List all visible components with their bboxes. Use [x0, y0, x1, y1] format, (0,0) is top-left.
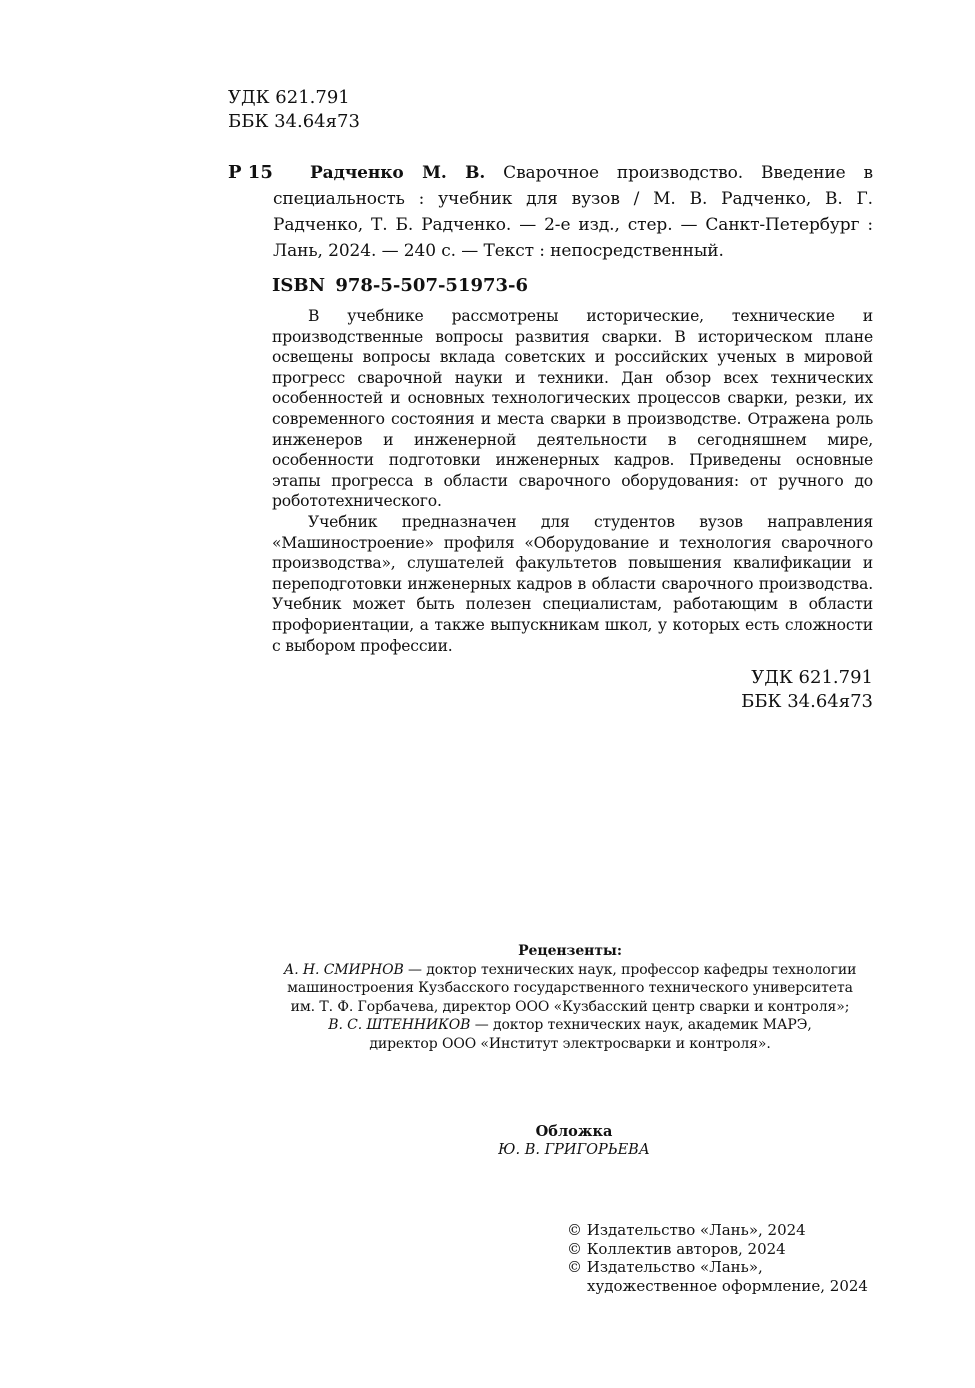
- classification-codes-bottom: [741, 666, 873, 714]
- isbn: ISBN 978-5-507-51973-6: [272, 275, 529, 296]
- copyright-line: © Издательство «Лань»,: [567, 1258, 763, 1276]
- reviewers-heading: Рецензенты:: [518, 943, 622, 959]
- copyright-line: © Коллектив авторов, 2024: [567, 1239, 786, 1258]
- udk-code: УДК 621.791: [228, 87, 350, 108]
- copyright-line: © Издательство «Лань», 2024: [567, 1221, 806, 1239]
- udk-code: УДК 621.791: [751, 667, 873, 688]
- reviewer-2: В. С. ШТЕННИКОВ — доктор технических наук, академик МАРЭ,: [328, 1017, 812, 1033]
- reviewer-name: А. Н. СМИРНОВ: [283, 961, 404, 978]
- reviewer-1-line: машиностроения Кузбасского государственного технического университета: [287, 980, 853, 996]
- copyright-block: [567, 1221, 868, 1295]
- annotation-paragraph: В учебнике рассмотрены исторические, технические и производственные вопросы развития сварки. В историческом плане освещены вопросы вклада советских и российских ученых в мировой прогресс сварочной науки и техники. Дан обзор всех технических особенностей и основных технологических процессов сварки, резки, их современного состояния и места сварки в производстве. Отражена роль инженеров и инженерной деятельности в сегодняшнем мире, особенности подготовки инженерных кадров. Приведены основные этапы прогресса в области сварочного оборудования: от ручного до робототехнического.: [272, 307, 873, 511]
- reviewer-1: А. Н. СМИРНОВ — доктор технических наук, профессор кафедры технологии: [283, 961, 857, 978]
- cover-credit: [444, 1122, 704, 1160]
- cover-heading: Обложка: [535, 1123, 613, 1140]
- annotation-paragraph: Учебник предназначен для студентов вузов направления «Машиностроение» профиля «Оборудование и технология сварочного производства», слушателей факультетов повышения квалификации и переподготовки инженерных кадров в области сварочного производства. Учебник может быть полезен специалистам, работающим в области профориентации, а также выпускникам школ, у которых есть сложности с выбором профессии.: [272, 512, 873, 655]
- copyright-line: художественное оформление, 2024: [587, 1276, 868, 1295]
- bbk-code: ББК 34.64я73: [741, 691, 873, 712]
- classification-codes-top: [228, 86, 360, 134]
- reviewer-2-line: директор ООО «Институт электросварки и контроля».: [369, 1035, 771, 1052]
- reviewer-name: В. С. ШТЕННИКОВ: [328, 1017, 471, 1033]
- bbk-code: ББК 34.64я73: [228, 111, 360, 132]
- citation-author: Радченко М. В.: [310, 163, 486, 183]
- citation-text: Сварочное производство. Введение в специальность : учебник для вузов / М. В. Радченко, В. Г. Радченко, Т. Б. Радченко. — 2-е изд., стер. — Санкт-Петербург : Лань, 2024. — 240 с. — Текст : непосредственный.: [273, 163, 873, 261]
- cover-designer: Ю. В. ГРИГОРЬЕВА: [498, 1142, 650, 1158]
- citation: [273, 160, 873, 264]
- reviewers-block: [270, 942, 870, 1053]
- annotation: [272, 306, 873, 656]
- author-mark: Р 15: [228, 162, 273, 183]
- reviewer-1-line: им. Т. Ф. Горбачева, директор ООО «Кузбасский центр сварки и контроля»;: [290, 998, 850, 1015]
